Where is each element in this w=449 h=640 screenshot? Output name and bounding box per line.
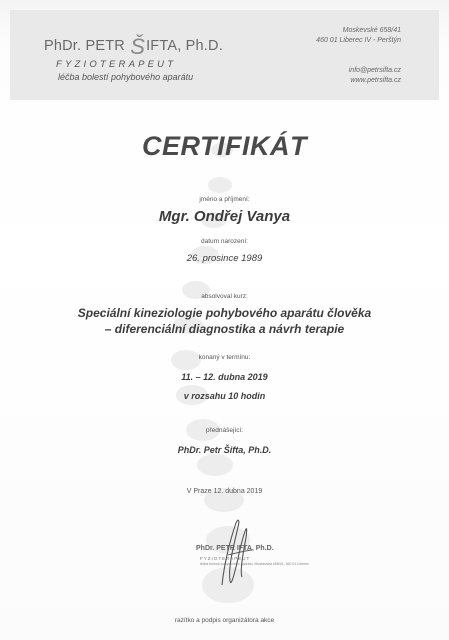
- contact-email: info@petrsifta.cz: [348, 67, 401, 74]
- address-line1: Moskevské 658/41: [342, 27, 401, 34]
- course-label: absolvoval kurz:: [201, 293, 248, 300]
- term-label: konaný v termínu:: [198, 354, 251, 361]
- stamp-subtitle: FYZIOTERAPEUT: [200, 556, 251, 561]
- birth-date: 26. prosince 1989: [186, 253, 263, 264]
- letterhead-contact: [349, 66, 401, 86]
- lecturer-name: PhDr. Petr Šifta, Ph.D.: [177, 445, 272, 455]
- certificate-title: CERTIFIKÁT: [142, 131, 307, 161]
- logo-prefix: PhDr. PETR: [44, 38, 125, 54]
- letterhead-address: [316, 26, 401, 46]
- course-scope: v rozsahu 10 hodin: [183, 391, 266, 401]
- signature: [200, 515, 260, 595]
- contact-web: www.petrsifta.cz: [350, 77, 401, 84]
- place-date: V Praze 12. dubna 2019: [186, 488, 263, 495]
- name-label: jméno a příjmení:: [199, 196, 250, 203]
- letterhead-subtitle: FYZIOTERAPEUT: [56, 59, 177, 70]
- stamp-name: PhDr. PETR IFTA, Ph.D.: [196, 545, 274, 552]
- address-line2: 460 01 Liberec IV - Perštýn: [316, 37, 401, 44]
- logo-suffix: IFTA, Ph.D.: [146, 38, 223, 54]
- logo-name: [44, 30, 223, 59]
- stamp-details: léčba bolestí pohybového aparátu, Moskevská 658/41, 460 01 Liberec: [200, 562, 309, 566]
- course-title-line2: – diferenciální diagnostika a návrh terapie: [104, 322, 345, 336]
- logo-s-glyph: Š: [130, 34, 146, 59]
- birth-label: datum narození:: [201, 238, 248, 245]
- course-term: 11. – 12. dubna 2019: [181, 372, 268, 382]
- letterhead-tagline: léčba bolestí pohybového aparátu: [58, 72, 194, 82]
- lecturer-label: přednášející:: [205, 427, 244, 434]
- signature-label: razítko a podpis organizátora akce: [174, 617, 275, 624]
- recipient-name: Mgr. Ondřej Vanya: [158, 208, 291, 225]
- course-title-line1: Speciální kineziologie pohybového aparátu člověka: [77, 306, 372, 320]
